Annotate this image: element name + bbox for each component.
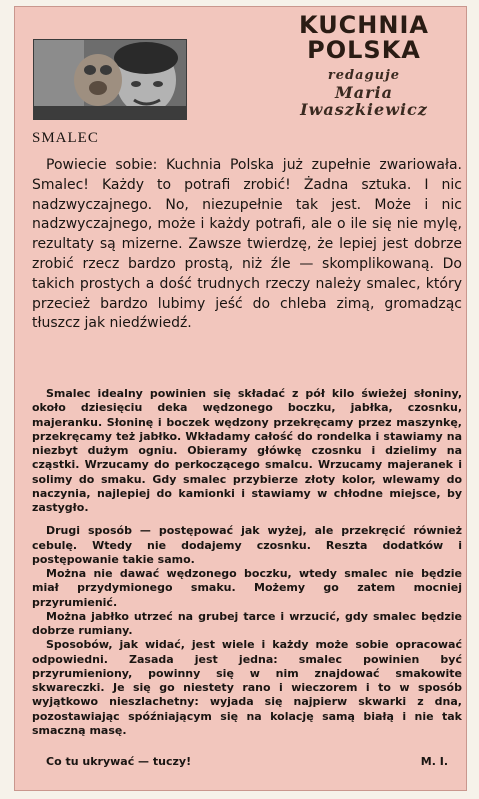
author-photo <box>33 39 187 120</box>
body-paragraph-3: Można nie dawać wędzonego boczku, wtedy smalec nie będzie miał przydymionego smaku. Możemy go zatem mocniej przyrumienić. <box>32 567 462 609</box>
body-paragraph-1: Smalec idealny powinien się składać z pół kilo świeżej słoniny, około dziesięciu deka wędzonego boczku, jabłka, czosnku, majeranku. Słoninę i boczek wędzony przekręcamy przez maszynkę, przekręcamy też jabłko. Wkładamy całość do rondelka i stawiamy na niezbyt dużym ogniu. Obieramy główkę czosnku i dzielimy na cząstki. Wrzucamy do perkoczącego smalcu. Wrzucamy majeranek i solimy do smaku. Gdy smalec przybierze złoty kolor, wlewamy do naczynia, najlepiej do kamionki i stawiamy w chłodne miejsce, by zastygło. <box>32 387 462 514</box>
closing-remark: Co tu ukrywać — tuczy! <box>46 755 192 768</box>
editor-credit-label: redaguje <box>327 68 401 83</box>
article-closing-line <box>32 755 462 769</box>
editor-first-name: Maria <box>335 83 393 102</box>
lead-paragraph: Powiecie sobie: Kuchnia Polska już zupełnie zwariowała. Smalec! Każdy to potrafi zrobić! Żadna sztuka. I nic nadzwyczajnego. No, niezupełnie tak jest. Może i nic nadzwyczajnego, może i każdy potrafi, ale o ile się nie mylę, rezultaty są mizerne. Zawsze twierdzę, że lepiej jest dobrze zrobić rzecz bardzo prostą, niż źle — skomplikowaną. Do takich prostych a dość trudnych rzeczy należy smalec, który przecież bardzo lubimy jeść do chleba zimą, gromadząc tłuszcz jak niedźwiedź. <box>32 157 462 332</box>
body-paragraph-2: Drugi sposób — postępować jak wyżej, ale przekręcić również cebulę. Wtedy nie dodajemy czosnku. Reszta dodatków i postępowanie takie samo. <box>32 524 462 566</box>
article-lead <box>32 156 462 334</box>
column-title-line-2: POLSKA <box>307 36 421 64</box>
article-heading: SMALEC <box>32 130 99 146</box>
body-paragraph-4: Można jabłko utrzeć na grubej tarce i wrzucić, gdy smalec będzie dobrze rumiany. <box>32 609 462 637</box>
magazine-column <box>14 6 467 791</box>
author-signature: M. I. <box>420 755 448 768</box>
author-photo-image <box>34 40 186 119</box>
body-paragraph-5: Sposobów, jak widać, jest wiele i każdy może sobie opracować odpowiedni. Zasada jest jedna: smalec powinien być przyrumieniony, powinny się w nim znajdować smakowite skwareczki. Je się go niestety rano i wieczorem i to w sposób wyjątkowo nieszlachetny: wyjada się najpierw skwarki z dna, pozostawiając spóźniającym się na kolację samą białą i nie tak smaczną masę. <box>32 638 462 737</box>
column-masthead <box>269 13 459 118</box>
article-body <box>32 387 462 738</box>
column-title-line-1: KUCHNIA <box>299 11 429 39</box>
editor-last-name: Iwaszkiewicz <box>300 100 428 119</box>
